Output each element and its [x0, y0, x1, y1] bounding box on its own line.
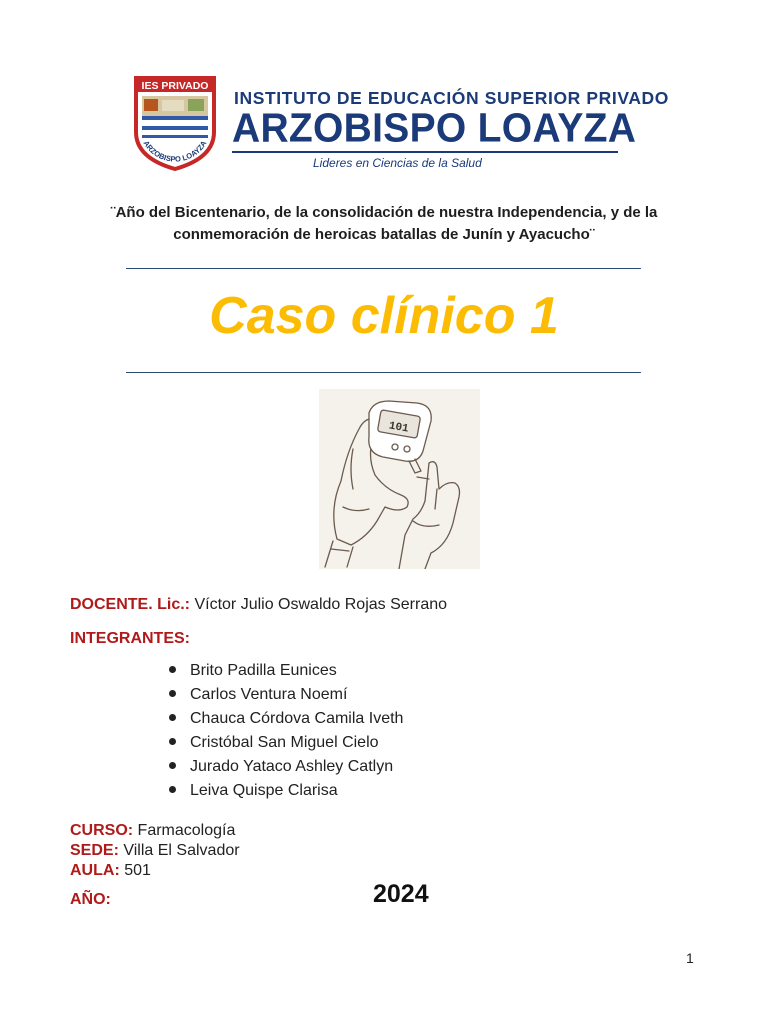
- list-item: Cristóbal San Miguel Cielo: [165, 730, 403, 754]
- seal-top-text: IES PRIVADO: [141, 80, 209, 92]
- docente-value: Víctor Julio Oswaldo Rojas Serrano: [190, 596, 448, 613]
- list-item: Leiva Quispe Clarisa: [165, 778, 403, 802]
- title-top-divider: [126, 268, 641, 269]
- aula-label: AULA:: [70, 862, 120, 879]
- list-item: Carlos Ventura Noemí: [165, 682, 403, 706]
- aula-field: [70, 861, 151, 881]
- bullet-icon: [169, 786, 176, 793]
- institution-tagline: Lideres en Ciencias de la Salud: [313, 156, 482, 170]
- year-value: 2024: [373, 880, 429, 908]
- anio-label: AÑO:: [70, 891, 111, 908]
- curso-label: CURSO:: [70, 822, 134, 839]
- sede-value: Villa El Salvador: [118, 842, 240, 859]
- institution-divider: [232, 151, 618, 153]
- bullet-icon: [169, 714, 176, 721]
- bullet-icon: [169, 666, 176, 673]
- meter-reading: 101: [387, 420, 410, 436]
- bullet-icon: [169, 690, 176, 697]
- institution-line: INSTITUTO DE EDUCACIÓN SUPERIOR PRIVADO: [234, 88, 670, 108]
- motto-line-1: ¨Año del Bicentenario, de la consolidación de nuestra Independencia, y de la: [110, 204, 658, 221]
- curso-value: Farmacología: [133, 822, 236, 839]
- bullet-icon: [169, 762, 176, 769]
- integrantes-label: INTEGRANTES:: [70, 630, 190, 647]
- page-number: 1: [686, 950, 694, 966]
- bullet-icon: [169, 738, 176, 745]
- sede-field: [70, 841, 240, 861]
- list-item: Chauca Córdova Camila Iveth: [165, 706, 403, 730]
- docente-label: DOCENTE. Lic.:: [70, 596, 191, 613]
- sede-label: SEDE:: [70, 842, 119, 859]
- glucometer-hands-illustration: [319, 389, 480, 569]
- title-bottom-divider: [126, 372, 641, 373]
- docente-field: [70, 595, 447, 615]
- institution-name: ARZOBISPO LOAYZA: [232, 106, 637, 152]
- list-item: Jurado Yataco Ashley Catlyn: [165, 754, 403, 778]
- aula-value: 501: [119, 862, 151, 879]
- members-list: [165, 658, 403, 802]
- seal-bottom-text: ARZOBISPO LOAYZA: [141, 139, 209, 164]
- motto-line-2: conmemoración de heroicas batallas de Junín y Ayacucho¨: [173, 226, 595, 243]
- list-item: Brito Padilla Eunices: [165, 658, 403, 682]
- anio-field: [70, 890, 111, 910]
- integrantes-heading: [70, 629, 190, 649]
- institute-seal-logo: [130, 72, 220, 172]
- curso-field: [70, 821, 235, 841]
- document-title: Caso clínico 1: [209, 287, 559, 345]
